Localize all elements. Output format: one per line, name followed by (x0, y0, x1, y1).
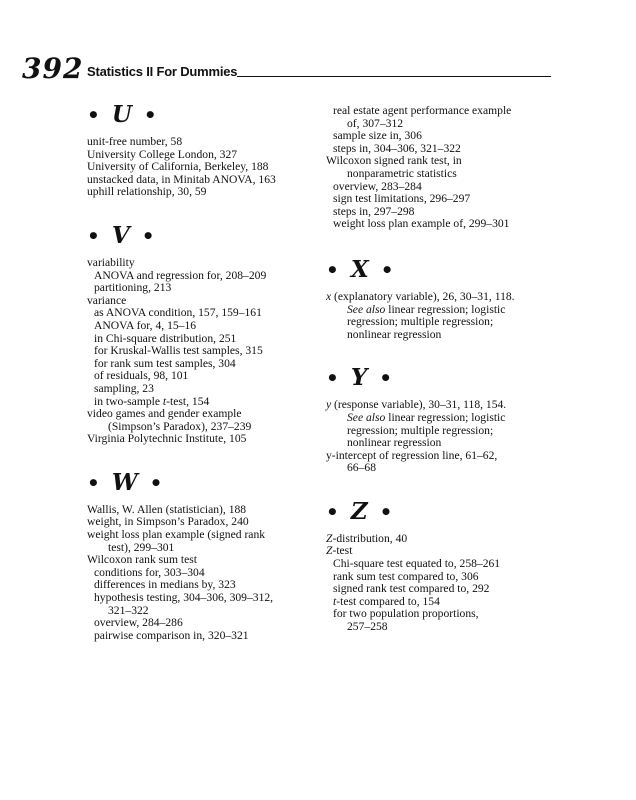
index-subentry: in Chi-square distribution, 251 (94, 331, 237, 345)
index-entry: y-intercept of regression line, 61–62, (326, 448, 498, 462)
section-letter: Y (350, 364, 370, 392)
index-subentry: conditions for, 303–304 (94, 565, 205, 579)
index-entry: unstacked data, in Minitab ANOVA, 163 (87, 172, 276, 186)
section-letter-heading (87, 102, 327, 128)
index-entry: unit-free number, 58 (87, 135, 183, 148)
index-section-z (326, 499, 566, 634)
index-entry: weight loss plan example (signed rank (87, 528, 266, 542)
bullet-icon: • (87, 223, 102, 248)
bullet-icon: • (143, 103, 159, 127)
italic-term: Z (326, 544, 333, 558)
bullet-icon: • (326, 366, 341, 391)
index-subentry: signed rank test compared to, 292 (333, 582, 490, 596)
page-number: 392 (22, 52, 84, 85)
section-letter: X (350, 255, 371, 283)
index-subentry: hypothesis testing, 304–306, 309–312, (94, 591, 274, 605)
index-subentry-continuation: 321–322 (108, 603, 149, 617)
index-entry: variance (87, 293, 127, 307)
index-subentry: sample size in, 306 (333, 129, 422, 143)
index-subentry: real estate agent performance example (333, 104, 512, 117)
section-letter-heading (326, 257, 566, 283)
entry-text: -test, 154 (166, 394, 210, 408)
index-entry-continuation: 66–68 (347, 461, 376, 475)
index-entry: Virginia Polytechnic Institute, 105 (87, 432, 247, 446)
index-subentry: differences in medians by, 323 (94, 578, 236, 592)
bullet-icon: • (87, 470, 102, 495)
entry-text: (explanatory variable), 26, 30–31, 118. (331, 289, 515, 303)
index-subentry-continuation: 257–258 (347, 620, 388, 634)
index-subentry: pairwise comparison in, 320–321 (94, 628, 249, 642)
section-letter-heading (326, 365, 566, 391)
bullet-icon: • (380, 257, 396, 282)
entry-text: -test compared to, 154 (336, 594, 440, 608)
index-subentry: rank sum test compared to, 306 (333, 569, 479, 583)
italic-term: t (333, 594, 337, 608)
see-also-label: See also (347, 410, 386, 424)
see-also-label: See also (347, 302, 386, 316)
index-entry: Wallis, W. Allen (statistician), 188 (87, 502, 247, 516)
index-entry: uphill relationship, 30, 59 (87, 185, 207, 199)
index-entry-continuation: (Simpson’s Paradox), 237–239 (108, 419, 252, 433)
italic-term: x (326, 289, 332, 303)
index-subentry: steps in, 297–298 (333, 204, 415, 218)
bullet-icon: • (379, 366, 395, 391)
entry-text: (response variable), 30–31, 118, 154. (331, 398, 507, 412)
bullet-icon: • (149, 470, 165, 495)
section-letter-heading (87, 223, 327, 249)
index-subentry: for two population proportions, (333, 607, 479, 621)
index-entry: variability (87, 255, 135, 269)
section-letter-heading (87, 470, 327, 496)
index-section-u (87, 102, 327, 199)
index-column-right (326, 105, 566, 652)
section-letter: Z (350, 497, 370, 525)
index-subentry: Chi-square test equated to, 258–261 (333, 557, 501, 571)
index-section-x (326, 257, 566, 341)
index-entry-continuation: nonlinear regression (347, 436, 442, 450)
entry-text: in two-sample (94, 394, 163, 408)
italic-term: t (162, 394, 167, 408)
index-subentry: overview, 283–284 (333, 179, 422, 193)
bullet-icon: • (141, 223, 157, 248)
running-head-title: Statistics II For Dummies (87, 64, 238, 79)
entry-text: -test (332, 544, 353, 558)
index-entry: University College London, 327 (87, 147, 238, 161)
index-entry: Wilcoxon signed rank test, in (326, 154, 462, 168)
bullet-icon: • (326, 257, 341, 282)
index-entry-continuation: regression; multiple regression; (347, 315, 494, 329)
index-entry: video games and gender example (87, 407, 242, 421)
index-subentry: partitioning, 213 (94, 281, 172, 295)
bullet-icon: • (379, 499, 395, 524)
index-column-left (87, 102, 327, 660)
bullet-icon: • (326, 499, 341, 524)
index-section-v (87, 223, 327, 446)
index-entry-continuation: regression; multiple regression; (347, 423, 494, 437)
section-letter: V (111, 221, 132, 249)
index-entry-continuation (326, 412, 566, 425)
index-section-y (326, 365, 566, 475)
entry-text: linear regression; logistic (385, 410, 506, 424)
index-subentry: as ANOVA condition, 157, 159–161 (94, 306, 262, 320)
index-entry: weight, in Simpson’s Paradox, 240 (87, 515, 249, 529)
entry-text: -distribution, 40 (332, 531, 408, 545)
index-entry-continuation: nonparametric statistics (347, 166, 457, 180)
section-letter: U (111, 101, 134, 128)
bullet-icon: • (87, 103, 102, 127)
section-letter: W (111, 468, 140, 496)
entry-text: linear regression; logistic (385, 302, 506, 316)
index-subentry: weight loss plan example of, 299–301 (333, 217, 510, 231)
index-section-w-continued (326, 105, 566, 231)
italic-term: y (326, 398, 332, 412)
header-rule (237, 76, 551, 77)
italic-term: Z (326, 531, 333, 545)
index-entry-continuation: test), 299–301 (108, 540, 175, 554)
index-subentry: of residuals, 98, 101 (94, 369, 189, 383)
index-entry: Wilcoxon rank sum test (87, 553, 197, 567)
section-letter-heading (326, 499, 566, 525)
index-subentry-continuation: of, 307–312 (347, 116, 404, 130)
index-section-w (87, 470, 327, 643)
index-entry: University of California, Berkeley, 188 (87, 160, 269, 174)
index-subentry: ANOVA and regression for, 208–209 (94, 268, 267, 282)
index-entry-continuation: nonlinear regression (347, 327, 442, 341)
index-entry (326, 533, 566, 546)
index-subentry: ANOVA for, 4, 15–16 (94, 318, 197, 332)
index-subentry: overview, 284–286 (94, 616, 183, 630)
index-subentry: sign test limitations, 296–297 (333, 192, 471, 206)
index-subentry: for Kruskal-Wallis test samples, 315 (94, 344, 263, 358)
index-subentry: steps in, 304–306, 321–322 (333, 141, 461, 155)
index-subentry: sampling, 23 (94, 381, 154, 395)
index-subentry: for rank sum test samples, 304 (94, 356, 236, 370)
